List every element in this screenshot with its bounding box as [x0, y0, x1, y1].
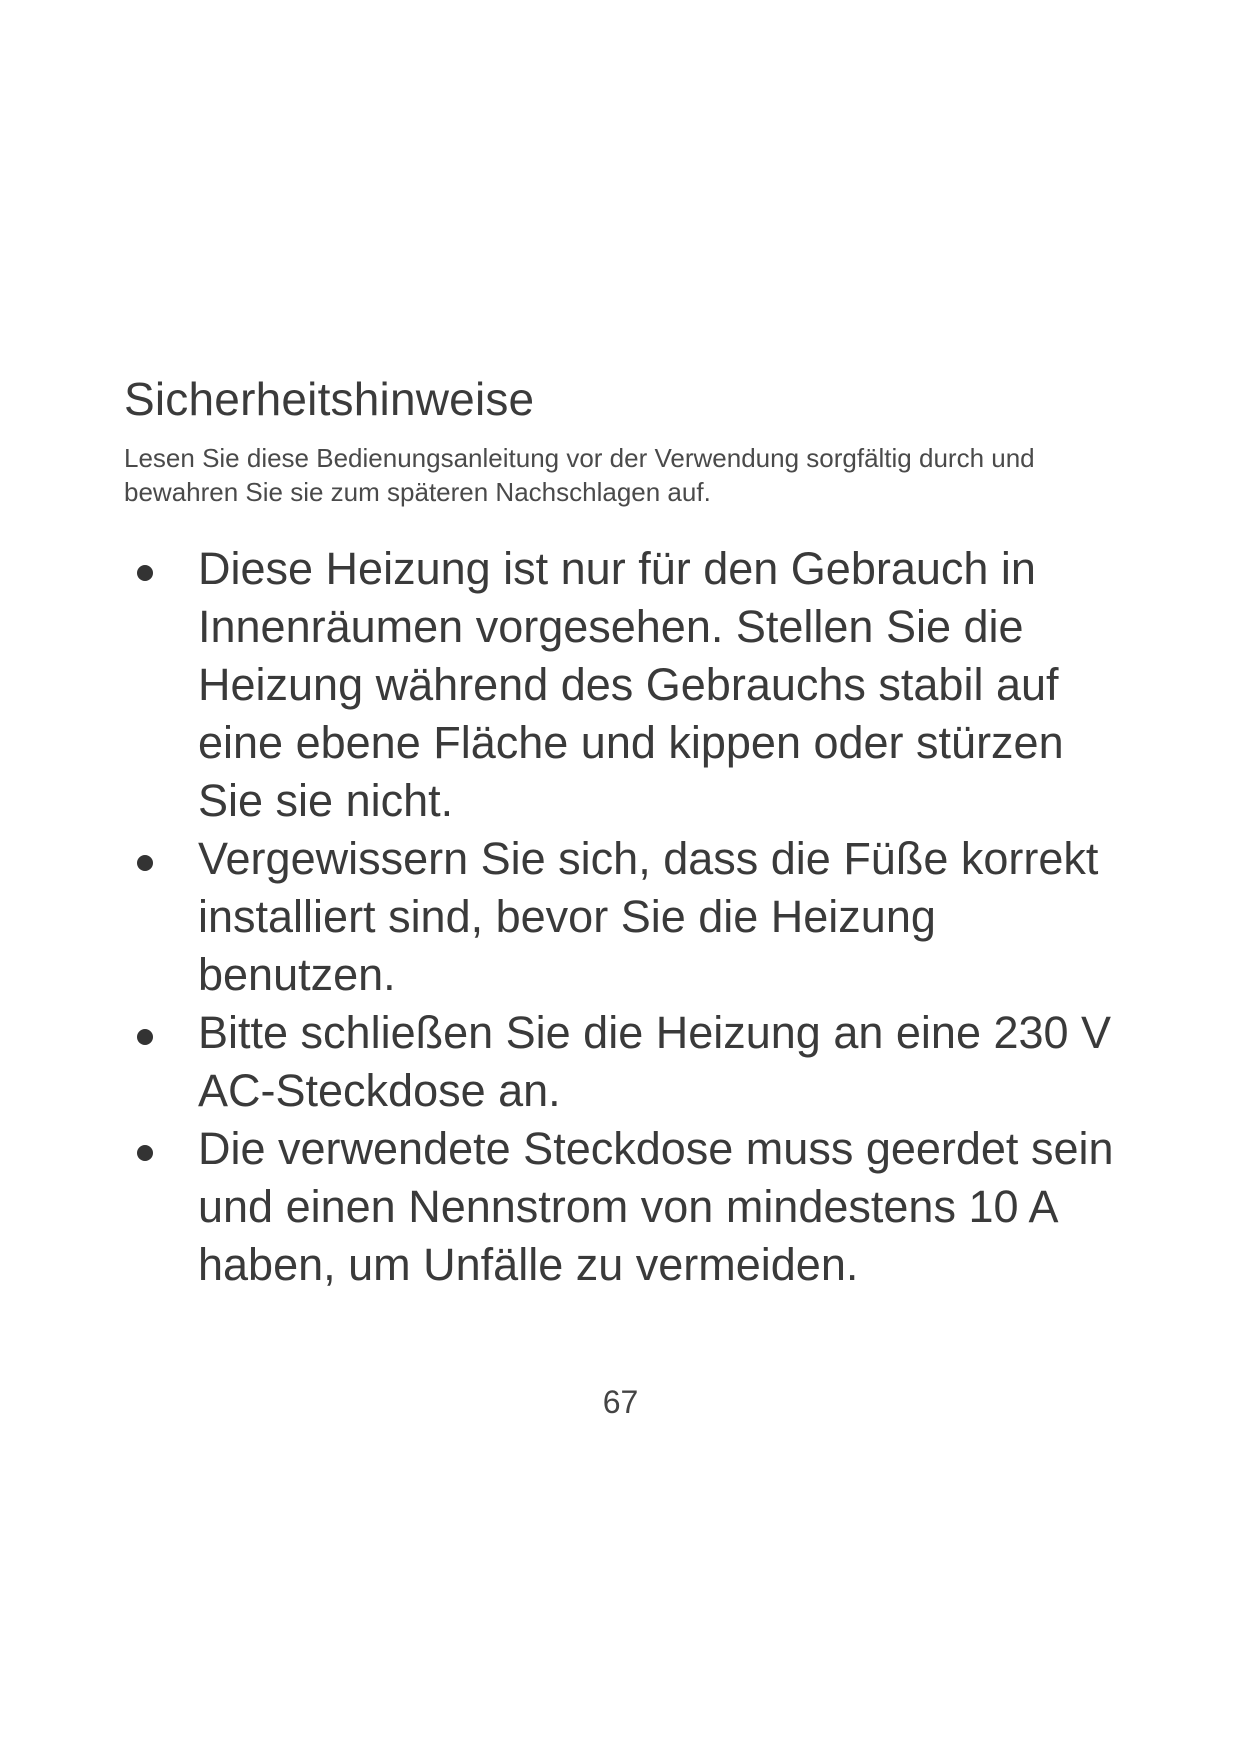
list-item: [124, 540, 1124, 830]
bullet-dot-icon: [137, 855, 153, 871]
list-item-text: Die verwendete Steckdose muss geerdet sein und einen Nennstrom von mindestens 10 A haben, um Unfälle zu vermeiden.: [198, 1123, 1114, 1290]
bullet-dot-icon: [137, 1029, 153, 1045]
list-item-text: Vergewissern Sie sich, dass die Füße korrekt installiert sind, bevor Sie die Heizung benutzen.: [198, 833, 1099, 1000]
safety-list: [124, 540, 1124, 1294]
list-item-text: Diese Heizung ist nur für den Gebrauch in Innenräumen vorgesehen. Stellen Sie die Heizung während des Gebrauchs stabil auf eine ebene Fläche und kippen oder stürzen Sie sie nicht.: [198, 543, 1064, 826]
page-number: 67: [602, 1384, 639, 1420]
section-title: Sicherheitshinweise: [124, 373, 535, 425]
list-item-text: Bitte schließen Sie die Heizung an eine 230 V AC-Steckdose an.: [198, 1007, 1112, 1116]
list-item: [124, 1120, 1124, 1294]
list-item: [124, 830, 1124, 1004]
bullet-dot-icon: [137, 1145, 153, 1161]
intro-text: Lesen Sie diese Bedienungsanleitung vor der Verwendung sorgfältig durch und bewahren Sie sie zum späteren Nachschlagen auf.: [124, 443, 1035, 507]
bullet-dot-icon: [137, 565, 153, 581]
list-item: [124, 1004, 1124, 1120]
